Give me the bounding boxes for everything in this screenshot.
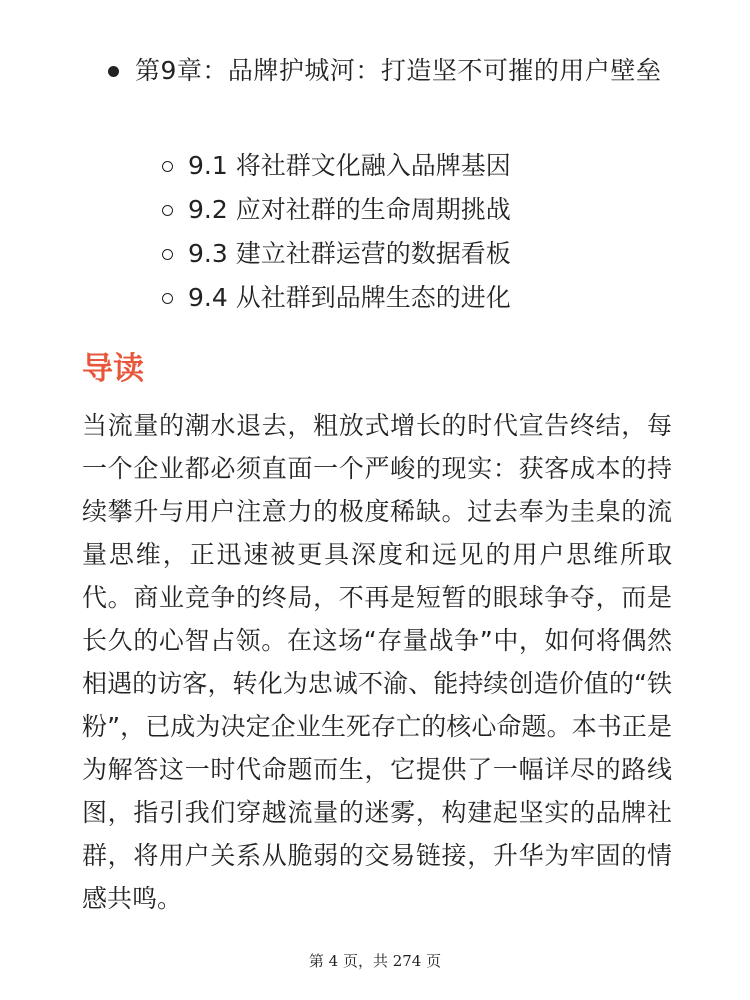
section-title: 9.3 建立社群运营的数据看板 xyxy=(188,239,511,268)
section-title: 9.2 应对社群的生命周期挑战 xyxy=(188,195,511,224)
hollow-bullet-icon xyxy=(162,161,173,172)
page-number-footer: 第 4 页，共 274 页 xyxy=(308,952,442,970)
section-item xyxy=(162,144,662,188)
chapter-title: 第9章：品牌护城河：打造坚不可摧的用户壁垒 xyxy=(135,56,662,85)
hollow-bullet-icon xyxy=(162,249,173,260)
intro-paragraph: 当流量的潮水退去，粗放式增长的时代宣告终结，每一个企业都必须直面一个严峻的现实：获客成本的持续攀升与用户注意力的极度稀缺。过去奉为圭臬的流量思维，正迅速被更具深度和远见的用户思维所取代。商业竞争的终局，不再是短暂的眼球争夺，而是长久的心智占领。在这场“存量战争”中，如何将偶然相遇的访客，转化为忠诚不渝、能持续创造价值的“铁粉”，已成为决定企业生死存亡的核心命题。本书正是为解答这一时代命题而生，它提供了一幅详尽的路线图，指引我们穿越流量的迷雾，构建起坚实的品牌社群，将用户关系从脆弱的交易链接，升华为牢固的情感共鸣。 xyxy=(82,411,672,913)
hollow-bullet-icon xyxy=(162,293,173,304)
chapter-list-item xyxy=(108,52,688,90)
bullet-icon xyxy=(108,66,119,77)
section-item xyxy=(162,276,662,320)
section-item xyxy=(162,232,662,276)
section-title: 9.4 从社群到品牌生态的进化 xyxy=(188,283,511,312)
section-title: 9.1 将社群文化融入品牌基因 xyxy=(188,151,511,180)
intro-heading: 导读 xyxy=(82,351,144,387)
section-list xyxy=(162,144,662,320)
section-item xyxy=(162,188,662,232)
hollow-bullet-icon xyxy=(162,205,173,216)
